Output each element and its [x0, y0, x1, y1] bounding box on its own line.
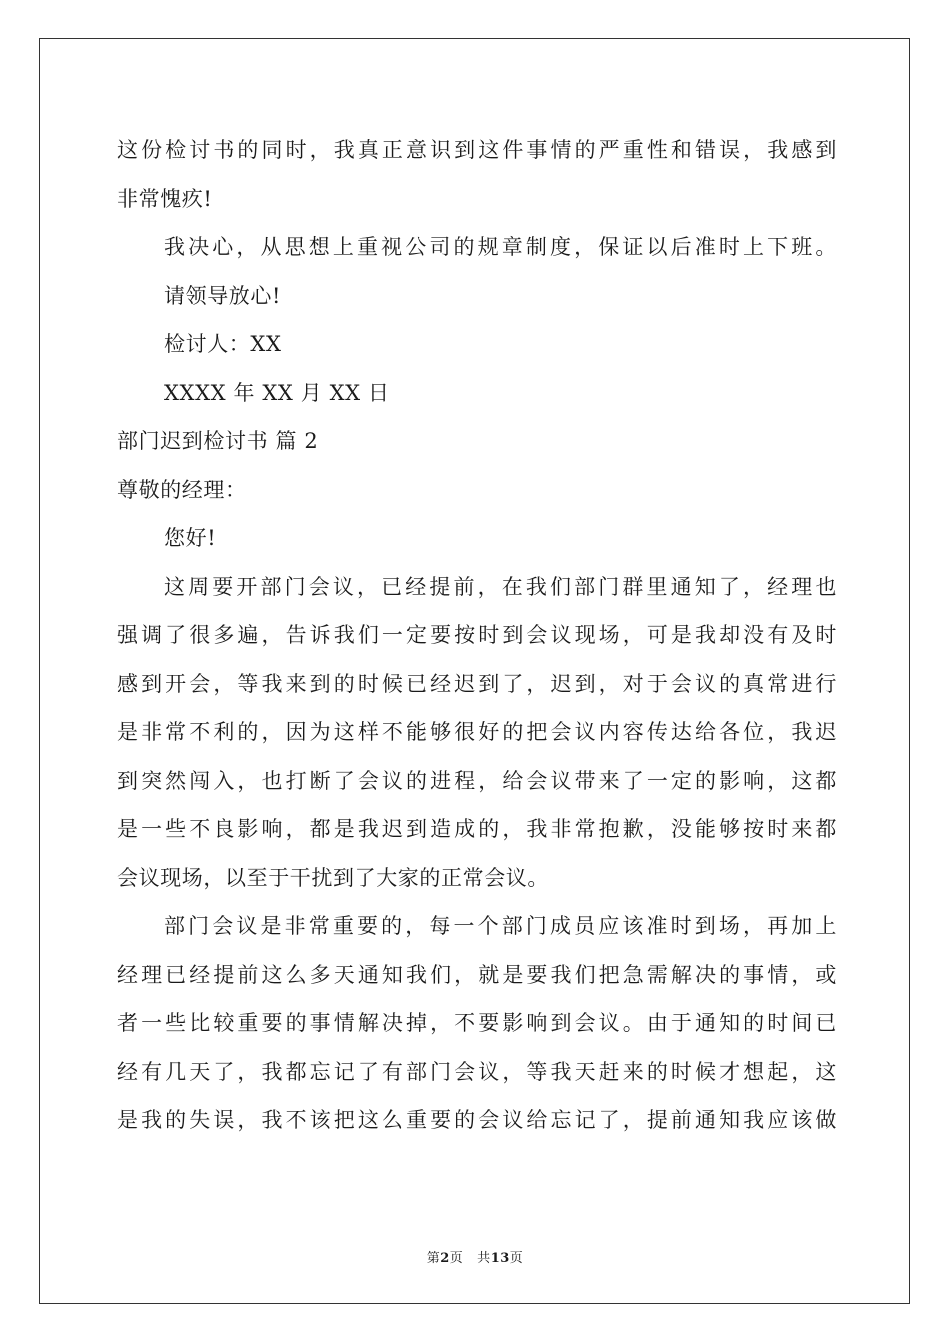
- text-line: 会议现场，以至于干扰到了大家的正常会议。: [117, 865, 549, 890]
- text-line: 到突然闯入，也打断了会议的进程，给会议带来了一定的影响，这都: [117, 768, 837, 793]
- text-line: 您好!: [164, 526, 217, 550]
- text-line: 我决心，从思想上重视公司的规章制度，保证以后准时上下班。: [164, 235, 837, 259]
- text-line: 这份检讨书的同时，我真正意识到这件事情的严重性和错误，我感到: [117, 138, 837, 162]
- footer-page-mid: 页: [449, 1251, 464, 1266]
- text-line: XXXX 年 XX 月 XX 日: [164, 380, 390, 405]
- text-line: 部门会议是非常重要的，每一个部门成员应该准时到场，再加上: [164, 914, 837, 938]
- footer-total-prefix: 共: [477, 1251, 491, 1266]
- text-line: 部门迟到检讨书 篇 2: [117, 429, 319, 453]
- page-footer: [0, 1247, 950, 1266]
- text-line: 是一些不良影响，都是我迟到造成的，我非常抱歉，没能够按时来都: [117, 817, 837, 841]
- text-line: 者一些比较重要的事情解决掉，不要影响到会议。由于通知的时间已: [117, 1011, 837, 1035]
- text-line: 强调了很多遍，告诉我们一定要按时到会议现场，可是我却没有及时: [117, 623, 837, 647]
- text-line: 非常愧疚!: [117, 186, 213, 211]
- document-body: [117, 126, 837, 1145]
- text-line: 是我的失误，我不该把这么重要的会议给忘记了，提前通知我应该做: [117, 1108, 837, 1132]
- text-line: 是非常不利的，因为这样不能够很好的把会议内容传达给各位，我迟: [117, 720, 837, 744]
- footer-page-total: 13: [490, 1251, 510, 1266]
- text-line: 经理已经提前这么多天通知我们，就是要我们把急需解决的事情，或: [117, 962, 837, 987]
- text-line: 检讨人：XX: [164, 332, 282, 356]
- text-line: 这周要开部门会议，已经提前，在我们部门群里通知了，经理也: [164, 574, 837, 599]
- footer-page-prefix: 第: [426, 1251, 441, 1266]
- text-line: 经有几天了，我都忘记了有部门会议，等我天赶来的时候才想起，这: [117, 1059, 837, 1084]
- footer-page-current: 2: [440, 1251, 450, 1266]
- text-line: 感到开会，等我来到的时候已经迟到了，迟到，对于会议的真常进行: [117, 671, 837, 696]
- text-line: 尊敬的经理：: [117, 477, 247, 502]
- text-line: 请领导放心!: [164, 283, 282, 308]
- footer-total-suffix: 页: [509, 1251, 524, 1266]
